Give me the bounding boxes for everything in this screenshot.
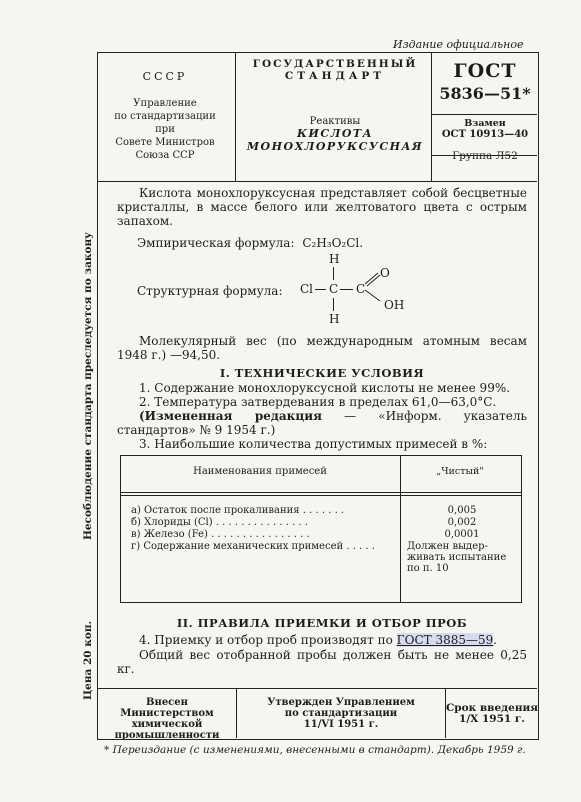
structural-label: Структурная формула:	[137, 284, 283, 298]
table-row-value: 0,002	[447, 517, 477, 528]
tech-item1: 1. Содержание монохлоруксусной кислоты не менее 99%.	[139, 381, 511, 395]
gost-reference-link[interactable]: ГОСТ 3885—59	[396, 633, 494, 647]
sample-weight: Общий вес отобранной пробы должен быть не менее 0,25 кг.	[117, 648, 527, 676]
item4-end: .	[493, 633, 498, 647]
formula-oh: OH	[384, 298, 405, 312]
formula-o: O	[380, 266, 390, 280]
side-price: Цена 20 коп.	[82, 620, 94, 700]
footer-effective-date	[445, 703, 539, 725]
formula-h-bottom: H	[329, 312, 340, 326]
edition-note: Издание официальное	[393, 38, 524, 51]
bond-top	[333, 267, 334, 280]
replaces-label: Взамен	[464, 118, 506, 129]
gost-number: 5836—51*	[439, 84, 531, 103]
org-line: Союза ССР	[135, 150, 195, 161]
acceptance-item4	[117, 633, 527, 647]
replaces-value: ОСТ 10913—40	[441, 129, 529, 140]
section2-title: II. ПРАВИЛА ПРИЕМКИ И ОТБОР ПРОБ	[176, 616, 468, 630]
table-header-grade: „Чистый"	[436, 466, 484, 477]
formula-c2: C	[356, 282, 366, 296]
footer-line: Утвержден Управлением	[267, 697, 415, 708]
header-organization	[105, 70, 225, 162]
product-name-line1: КИСЛОТА	[296, 127, 374, 140]
table-header-divider	[121, 492, 521, 493]
table-column-divider	[400, 456, 401, 602]
footer-introduced-by	[99, 697, 235, 741]
footer-line: химической	[131, 719, 203, 730]
org-line: по стандартизации	[114, 111, 216, 122]
gost-word: ГОСТ	[453, 60, 517, 82]
bond-bottom	[333, 298, 334, 311]
formula-cl: Cl	[300, 282, 314, 296]
reagents-label: Реактивы	[309, 116, 361, 127]
footer-line: Срок введения	[445, 702, 539, 714]
table-row-name: г) Содержание механических примесей . . . . .	[131, 541, 375, 552]
empirical-label: Эмпирическая формула:	[137, 236, 295, 250]
footer-divider	[98, 688, 537, 689]
structural-formula	[300, 248, 410, 328]
org-line: при	[155, 124, 175, 135]
group-label: Группа Л52	[452, 150, 518, 162]
table-header-impurity: Наименования примесей	[193, 466, 327, 477]
product-name-line2: МОНОХЛОРУКСУСНАЯ	[246, 140, 424, 153]
edit-note-rest: — «Информ. указатель стандартов» № 9 1954 г.)	[117, 409, 527, 437]
state-line2: СТАНДАРТ	[284, 70, 386, 82]
footer-approved-by	[237, 697, 445, 730]
footer-line: 1/X 1951 г.	[459, 713, 525, 725]
table-header-divider-2	[121, 495, 521, 496]
footer-line: Внесен Министерством	[120, 697, 214, 719]
empirical-formula: C₂H₃O₂Cl.	[302, 236, 364, 250]
bond-cc	[340, 289, 353, 290]
header-title	[240, 58, 430, 153]
footer-line: 11/VI 1951 г.	[303, 719, 379, 730]
footer-line: промышленности	[114, 730, 220, 741]
org-line: Управление	[133, 98, 197, 109]
table-row-value: Должен выдер-живать испытание по п. 10	[407, 541, 507, 574]
tech-item2: 2. Температура затвердевания в пределах 61,0—63,0°С.	[139, 395, 497, 409]
bond-cl	[315, 289, 326, 290]
org-line: Совете Министров	[115, 137, 215, 148]
header-gost-box	[432, 58, 538, 162]
edit-note	[117, 409, 527, 437]
reissue-footnote: * Переиздание (с изменениями, внесенными в стандарт). Декабрь 1959 г.	[104, 744, 526, 756]
tech-item3: 3. Наибольшие количества допустимых примесей в %:	[139, 437, 488, 451]
footer-line: по стандартизации	[284, 708, 398, 719]
header-divider	[98, 181, 537, 182]
side-law-note: Несоблюдение стандарта преследуется по закону	[82, 232, 94, 540]
formula-h-top: H	[329, 252, 340, 266]
molecular-weight: Молекулярный вес (по международным атомным весам 1948 г.) —94,50.	[117, 334, 527, 362]
table-row-value: 0,005	[447, 505, 477, 516]
table-row-name: а) Остаток после прокаливания . . . . . . .	[131, 505, 345, 516]
edit-note-bold: (Измененная редакция	[139, 409, 322, 423]
table-row-name: в) Железо (Fe) . . . . . . . . . . . . . . . .	[131, 529, 310, 540]
item4-text: 4. Приемку и отбор проб производят по	[139, 633, 397, 647]
table-row-name: б) Хлориды (Cl) . . . . . . . . . . . . . . .	[131, 517, 308, 528]
header-vline-left	[235, 53, 236, 181]
intro-paragraph: Кислота монохлоруксусная представляет собой бесцветные кристаллы, в массе белого или желтоватого цвета с острым запахом.	[117, 186, 527, 228]
table-row-value: 0,0001	[444, 529, 480, 540]
formula-c1: C	[329, 282, 339, 296]
ussr-label: СССР	[142, 70, 188, 83]
section1-title: I. ТЕХНИЧЕСКИЕ УСЛОВИЯ	[219, 366, 425, 380]
state-line1: ГОСУДАРСТВЕННЫЙ	[252, 58, 418, 70]
